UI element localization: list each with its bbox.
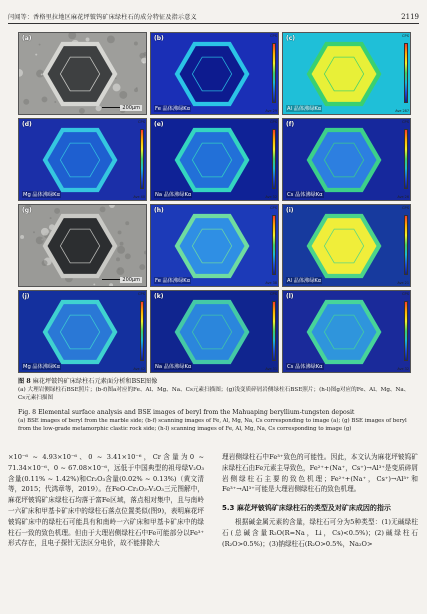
panel-letter: (h): [154, 207, 164, 214]
element-label: Na 晶体沸绿Kα: [155, 192, 192, 198]
panel-letter: (e): [154, 121, 164, 128]
panel-letter: (g): [22, 207, 32, 214]
texture-grain: [86, 38, 90, 42]
panel-letter: (c): [286, 35, 296, 42]
scale-label: 200μm: [122, 105, 140, 111]
colorbar-title: CPS: [402, 292, 409, 296]
colorbar-title: CPS: [138, 120, 145, 124]
colorbar-title: CPS: [270, 206, 277, 210]
texture-grain: [109, 205, 115, 208]
texture-grain: [117, 246, 125, 254]
colorbar-average: Ave 287: [395, 109, 409, 113]
colorbar-average: Ave 31: [265, 367, 277, 371]
texture-grain: [36, 70, 44, 78]
panel-image: [19, 205, 146, 286]
texture-grain: [107, 35, 115, 43]
figure-panel: [150, 204, 279, 287]
texture-grain: [79, 108, 85, 114]
texture-grain: [35, 54, 37, 56]
texture-grain: [20, 235, 24, 239]
colorbar-title: CPS: [402, 206, 409, 210]
body-paragraph: 根据碱金属元素的含量，绿柱石可分为5种类型：(1)无碱绿柱石(总碱含量R₂O(R=Na，Li，Cs)<0.5%)；(2)碱绿柱石(R₂O>0.5%)；(3)钠绿柱石(R₂O>0.5%，Na₂O>: [222, 517, 418, 548]
colorbar-average: Ave 29: [265, 109, 277, 113]
panel-image: [151, 205, 278, 286]
panel-letter: (l): [286, 293, 294, 300]
panel-letter: (b): [154, 35, 164, 42]
figure-panel: [150, 118, 279, 201]
panel-image: [151, 119, 278, 200]
texture-grain: [109, 283, 113, 286]
texture-grain: [134, 42, 138, 46]
figure-caption-cn: [18, 378, 411, 387]
colorbar-average: Ave 38: [265, 281, 277, 285]
texture-grain: [119, 91, 127, 99]
element-label: Na 晶体沸绿Kα: [155, 364, 192, 370]
texture-grain: [125, 253, 131, 259]
colorbar-title: CPS: [402, 120, 409, 124]
texture-grain: [125, 221, 129, 225]
colorbar: [404, 129, 408, 189]
texture-grain: [139, 264, 145, 270]
colorbar-average: Ave 42: [133, 367, 145, 371]
texture-grain: [116, 267, 124, 275]
figure-8: [18, 32, 411, 372]
panel-image: [151, 291, 278, 372]
panel-image: [283, 119, 410, 200]
texture-grain: [19, 69, 23, 77]
texture-grain: [113, 84, 121, 92]
colorbar: [404, 215, 408, 275]
figure-number-cn: 图 8: [18, 378, 31, 385]
colorbar: [140, 129, 144, 189]
figure-panel: [282, 290, 411, 373]
colorbar-title: CPS: [270, 292, 277, 296]
texture-grain: [144, 251, 146, 255]
texture-grain: [68, 33, 76, 39]
panel-letter: (a): [22, 35, 32, 42]
colorbar-title: CPS: [402, 34, 409, 38]
colorbar: [404, 43, 408, 103]
panel-image: [151, 33, 278, 114]
texture-grain: [33, 231, 35, 233]
colorbar: [272, 129, 276, 189]
body-left-column: [8, 452, 204, 549]
element-label: Al 晶体沸绿Kα: [287, 106, 322, 112]
figure-panel: [282, 204, 411, 287]
texture-grain: [93, 283, 95, 285]
colorbar: [272, 215, 276, 275]
colorbar-average: Ave 21: [397, 281, 409, 285]
panel-letter: (f): [286, 121, 295, 128]
colorbar-average: Ave 32: [265, 195, 277, 199]
figure-panel: [282, 118, 411, 201]
panel-image: [283, 291, 410, 372]
texture-grain: [54, 208, 60, 214]
panel-letter: (i): [286, 207, 294, 214]
colorbar-average: Ave 32: [397, 367, 409, 371]
element-label: Cs 晶体沸绿Kα: [287, 364, 323, 370]
figure-panel: [18, 118, 147, 201]
texture-grain: [41, 73, 43, 75]
colorbar: [272, 43, 276, 103]
body-right-column: [222, 452, 418, 549]
element-label: Mg 晶体沸绿Kα: [23, 364, 60, 370]
texture-grain: [143, 61, 145, 63]
element-label: Fe 晶体沸绿Kα: [155, 106, 191, 112]
panel-image: [19, 291, 146, 372]
texture-grain: [41, 228, 49, 236]
panel-letter: (j): [22, 293, 30, 300]
texture-grain: [54, 101, 56, 103]
texture-grain: [100, 206, 106, 212]
scale-bar: [102, 279, 120, 280]
scale-bar: [102, 107, 120, 108]
figure-panel: [150, 290, 279, 373]
texture-grain: [120, 242, 124, 246]
colorbar-average: Ave 26: [397, 195, 409, 199]
body-paragraph: 理岩侧绿柱石中Fe³⁺致色的可能性。因此，本文认为麻花坪铍钨矿床绿柱石由Fe元素主导致色，Fe²⁺+(Na⁺，Cs⁺)→Al³⁺是变质碎屑岩侧绿柱石主要的致色机理；Fe²⁺+(Na⁺，Cs⁺)→Al³⁺和Fe³⁺→Al³⁺可能是大理岩侧绿柱石的致色机理。: [222, 453, 418, 494]
texture-grain: [23, 99, 29, 105]
figure-panel: [18, 204, 147, 287]
figure-subcaption-en: (a) BSE images of beryl from the marble side; (b-f) scanning images of Fe, Al, Mg, Na, Cs corresponding to image (a); (g) BSE images of beryl from the low-grade metamorphic clastic rock side; (h-l) scanning images of Fe, Al, Mg, Na, Cs corresponding to image (g): [18, 418, 407, 432]
texture-grain: [116, 257, 120, 261]
figure-caption-en: Fig. 8 Elemental surface analysis and BSE images of beryl from the Mahuaping beryllium-tungsten deposit: [18, 409, 355, 416]
colorbar-title: CPS: [138, 292, 145, 296]
figure-title-cn: 麻花坪铍钨矿床绿柱石元素面分析和BSE图像: [32, 378, 158, 385]
page-number: 2119: [401, 13, 419, 21]
element-label: Mg 晶体沸绿Kα: [23, 192, 60, 198]
running-header: [8, 6, 419, 24]
running-title: 闫闻等：香格里拉地区麻花坪铍钨矿床绿柱石的成分特征及指示意义: [8, 14, 197, 21]
colorbar-title: CPS: [270, 34, 277, 38]
panel-image: [19, 33, 146, 114]
figure-panel: [282, 32, 411, 115]
colorbar-title: CPS: [270, 120, 277, 124]
figure-panel: [150, 32, 279, 115]
element-label: Fe 晶体沸绿Kα: [155, 278, 191, 284]
element-label: Al 晶体沸绿Kα: [287, 278, 322, 284]
colorbar: [404, 301, 408, 361]
figure-panel: [18, 32, 147, 115]
texture-grain: [19, 33, 20, 34]
panel-image: [19, 119, 146, 200]
texture-grain: [50, 217, 52, 219]
figure-subcaption-cn: (a) 大理岩侧绿柱石BSE照片；(b-f)图a对应的Fe、Al、Mg、Na、Cs元素扫描图；(g)浅变质碎屑岩侧绿柱石BSE照片；(h-l)图g对应的Fe、Al、Mg、Na、Cs元素扫描图: [18, 387, 410, 401]
section-heading: 5.3 麻花坪铍钨矿床绿柱石的类型及对矿床成因的指示: [222, 504, 391, 513]
body-paragraph: ×10⁻⁶ ~ 4.93×10⁻⁶、0 ~ 3.41×10⁻⁶，Cr含量为0 ~ 71.34×10⁻⁶、0 ~ 67.08×10⁻⁶，远低于中国典型的祖母绿V₂O₃含量(0.11% ~ 1.42%)和Cr₂O₃含量(0.02% ~ 0.13%)（黄文清等，2015；代鸿章等，2019）。在FeO-Cr₂O₃-V₂O₃三元图解中，麻花坪铍钨矿床绿柱石均落于富Fe区域，落点相对集中，且与南岭一六矿床和甲基卡矿床中的绿柱石落点位置类似(图9)，表明麻花坪铍钨矿床中的绿柱石可能具有和南岭一六矿床和甲基卡矿床中的绿柱石一致的致色机理。但由于大理岩侧绿柱石中Fe可能部分以Fe³⁺形式存在，且电子探针无法区分电价，故不能排除大: [8, 453, 204, 548]
colorbar: [140, 301, 144, 361]
colorbar: [272, 301, 276, 361]
figure-panel: [18, 290, 147, 373]
texture-grain: [39, 44, 41, 46]
texture-grain: [96, 105, 102, 111]
texture-grain: [42, 260, 48, 266]
panel-image: [283, 33, 410, 114]
texture-grain: [42, 96, 48, 102]
texture-grain: [136, 87, 138, 89]
texture-grain: [36, 236, 44, 244]
element-label: Cs 晶体沸绿Kα: [287, 192, 323, 198]
panel-image: [283, 205, 410, 286]
scale-label: 200μm: [122, 277, 140, 283]
panel-letter: (k): [154, 293, 164, 300]
texture-grain: [118, 230, 122, 234]
panel-letter: (d): [22, 121, 32, 128]
colorbar-average: Ave 40: [133, 195, 145, 199]
